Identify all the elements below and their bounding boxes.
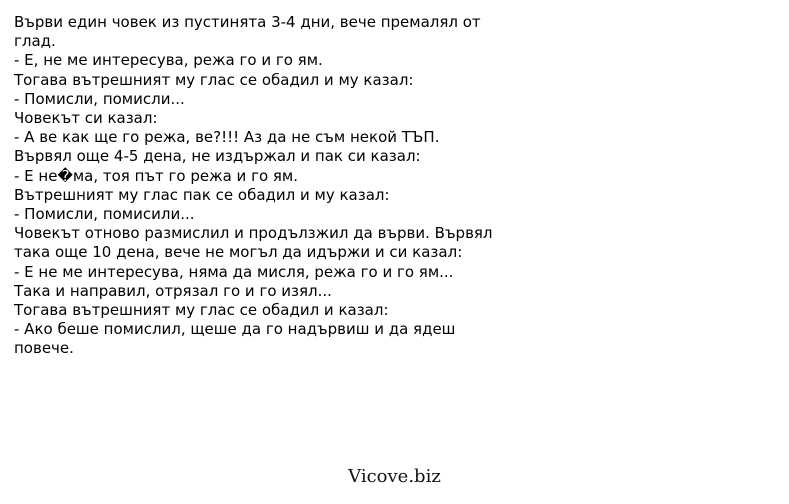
joke-text xyxy=(14,13,554,359)
joke-line: Вървял още 4-5 дена, не издържал и пак си казал: xyxy=(14,147,421,166)
joke-line: Човекът отново размислил и продълзжил да върви. Вървял xyxy=(14,224,493,243)
joke-line: - Помисли, помисли... xyxy=(14,89,185,108)
joke-line: Вътрешният му глас пак се обадил и му казал: xyxy=(14,185,390,204)
joke-line: така още 10 дена, вече не могъл да идържи и си казал: xyxy=(14,243,463,262)
joke-line: - А ве как ще го режа, ве?!!! Аз да не съм некой ТЪП. xyxy=(14,128,440,147)
joke-line: Тогава вътрешният му глас се обадил и му казал: xyxy=(14,70,414,89)
joke-line: Тогава вътрешният му глас се обадил и казал: xyxy=(14,301,389,320)
site-watermark: Vicove.biz xyxy=(348,466,441,487)
joke-line: Върви един човек из пустинята 3-4 дни, вече премалял от xyxy=(14,13,481,31)
joke-line: - Ако беше помислил, щеше да го надървиш и да ядеш xyxy=(14,320,456,339)
joke-line: повече. xyxy=(14,339,74,358)
joke-line: Човекът си казал: xyxy=(14,109,158,128)
joke-line: - Е не ме интересува, няма да мисля, режа го и го ям... xyxy=(14,262,454,281)
joke-line: - Е, не ме интересува, режа го и го ям. xyxy=(14,51,323,70)
joke-line: глад. xyxy=(14,32,56,51)
joke-line: - Е не�ма, тоя път го режа и го ям. xyxy=(14,166,299,185)
joke-line: - Помисли, помисили... xyxy=(14,205,195,224)
joke-line: Така и направил, отрязал го и го изял... xyxy=(14,281,332,300)
